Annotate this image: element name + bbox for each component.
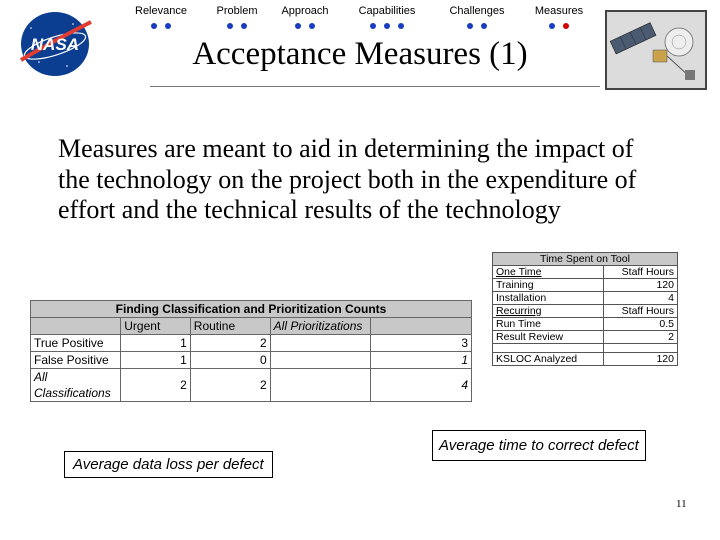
table-cell: True Positive [31,335,121,352]
table-cell: 1 [121,352,191,369]
nav-dot [227,23,233,29]
table-row [493,331,678,344]
table-cell: 2 [603,331,677,344]
nav-item-problem[interactable] [210,5,264,30]
nav-item-label: Relevance [135,5,187,17]
nav-item-label: Capabilities [358,5,416,17]
slide-title: Acceptance Measures (1) [192,36,528,72]
nav-dot [241,23,247,29]
nav-dots [442,20,512,30]
time-spent-table [492,252,678,366]
body-paragraph: Measures are meant to aid in determining the impact of the technology on the project both in the expenditure of effort and the technical results of the technology [58,134,637,224]
nav-item-label: Measures [534,5,584,17]
title-divider [150,86,600,87]
table-cell: 4 [371,369,472,402]
page-number: 11 [676,498,687,510]
data-loss-callout: Average data loss per defect [64,451,273,478]
table-row [493,353,678,366]
table-cell [493,344,604,353]
table-header-cell: Routine [190,318,270,335]
nav-item-label: Approach [281,5,329,17]
table-cell: 0 [190,352,270,369]
table-cell: Recurring [493,305,604,318]
nav-item-challenges[interactable] [442,5,512,30]
table-row [31,369,472,402]
table-cell [270,369,371,402]
nav-dot [481,23,487,29]
nav-item-capabilities[interactable] [352,5,422,30]
table-row [493,292,678,305]
table-cell: 120 [603,279,677,292]
table-header-cell [31,318,121,335]
nav-item-measures[interactable] [526,5,592,30]
table-cell [270,352,371,369]
nav-item-label: Challenges [449,5,505,17]
table-row [493,305,678,318]
table-row [493,266,678,279]
time-table-title: Time Spent on Tool [493,253,678,266]
table-cell: 1 [121,335,191,352]
nav-dot [151,23,157,29]
table-cell: One Time [493,266,604,279]
nav-dot [309,23,315,29]
nav-dot-active [563,23,569,29]
nav-item-relevance[interactable] [130,5,192,30]
nav-dots [130,20,192,30]
nav-dots [352,20,422,30]
table-row [493,318,678,331]
nav-dot [398,23,404,29]
table-cell: Result Review [493,331,604,344]
classification-table [30,300,472,402]
correction-time-callout: Average time to correct defect [432,430,646,461]
classification-table-panel [30,300,472,398]
classification-table-title: Finding Classification and Prioritization Counts [31,301,472,318]
nav-dot [467,23,473,29]
table-cell: 1 [371,352,472,369]
table-header-row [31,318,472,335]
nasa-logo-wordmark: NASA [30,35,80,54]
table-row [493,344,678,353]
table-cell: Training [493,279,604,292]
nav-dots [274,20,336,30]
table-cell: 2 [190,369,270,402]
table-cell: 120 [603,353,677,366]
table-cell: 3 [371,335,472,352]
table-header-cell [371,318,472,335]
table-cell: Staff Hours [603,266,677,279]
table-cell: 2 [121,369,191,402]
table-cell: Run Time [493,318,604,331]
nav-dot [165,23,171,29]
table-cell [270,335,371,352]
table-cell: False Positive [31,352,121,369]
table-row [31,352,472,369]
table-cell: All Classifications [31,369,121,402]
nav-item-label: Problem [216,5,258,17]
nav-dot [384,23,390,29]
table-row [31,335,472,352]
table-cell: Staff Hours [603,305,677,318]
table-header-cell: Urgent [121,318,191,335]
nav-item-approach[interactable] [274,5,336,30]
table-cell: Installation [493,292,604,305]
table-cell: 2 [190,335,270,352]
table-cell [603,344,677,353]
table-cell: 4 [603,292,677,305]
table-header-cell: All Prioritizations [270,318,371,335]
nav-dots [526,20,592,30]
table-row [493,279,678,292]
nav-dot [549,23,555,29]
table-cell: 0.5 [603,318,677,331]
nav-dots [210,20,264,30]
table-cell: KSLOC Analyzed [493,353,604,366]
nav-dot [370,23,376,29]
nav-dot [295,23,301,29]
